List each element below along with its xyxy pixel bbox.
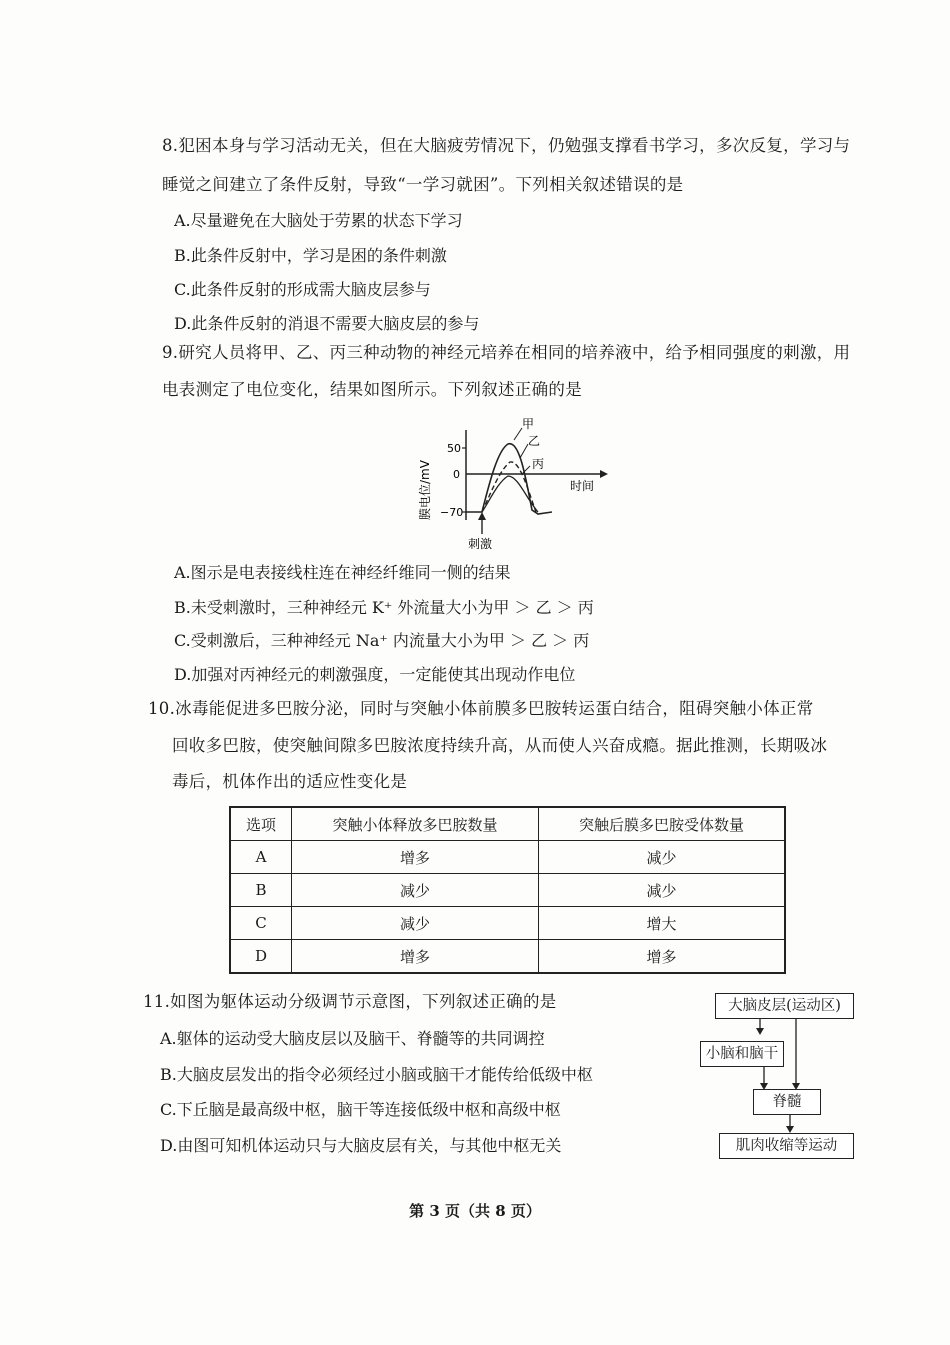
y-tick-0: 0: [453, 468, 460, 481]
table-cell: 减少: [292, 874, 539, 907]
table-cell: C: [230, 907, 292, 940]
q9-stem-line1: 9.研究人员将甲、乙、丙三种动物的神经元培养在相同的培养液中，给予相同强度的刺激，用: [162, 343, 851, 362]
curve-jia: [466, 444, 552, 514]
q11-option-a: A.躯体的运动受大脑皮层以及脑干、脊髓等的共同调控: [160, 1029, 545, 1048]
y-tick-50: 50: [447, 442, 461, 455]
q10-table: [229, 806, 786, 974]
q8-stem-line2: 睡觉之间建立了条件反射，导致“一学习就困”。下列相关叙述错误的是: [162, 175, 684, 194]
series-jia-label: 甲: [522, 417, 535, 431]
flow-box-spinal-cord: 脊髓: [753, 1089, 821, 1115]
table-header-option: 选项: [230, 807, 292, 841]
table-cell: D: [230, 940, 292, 974]
table-cell: B: [230, 874, 292, 907]
table-cell: 增多: [539, 940, 786, 974]
table-header-release: 突触小体释放多巴胺数量: [292, 807, 539, 841]
q9-option-c: C.受刺激后，三种神经元 Na⁺ 内流量大小为甲 ＞ 乙 ＞ 丙: [174, 631, 590, 650]
y-axis-label: 膜电位/mV: [418, 460, 432, 520]
table-cell: A: [230, 841, 292, 874]
table-cell: 增多: [292, 940, 539, 974]
x-axis-label: 时间: [570, 479, 595, 493]
table-cell: 增大: [539, 907, 786, 940]
flow-box-cerebral-cortex: 大脑皮层(运动区): [715, 993, 854, 1019]
flow-box-cerebellum-brainstem: 小脑和脑干: [700, 1041, 784, 1067]
series-bing-label: 丙: [532, 457, 545, 471]
q9-option-d: D.加强对丙神经元的刺激强度，一定能使其出现动作电位: [174, 665, 576, 684]
membrane-potential-figure: [410, 410, 620, 555]
flow-box-muscle-contraction: 肌肉收缩等运动: [719, 1133, 854, 1159]
table-row: [230, 874, 785, 907]
q11-stem: 11.如图为躯体运动分级调节示意图，下列叙述正确的是: [143, 992, 557, 1011]
table-cell: 减少: [539, 841, 786, 874]
q11-option-d: D.由图可知机体运动只与大脑皮层有关，与其他中枢无关: [160, 1136, 562, 1155]
q8-option-b: B.此条件反射中，学习是困的条件刺激: [174, 246, 447, 265]
q11-option-b: B.大脑皮层发出的指令必须经过小脑或脑干才能传给低级中枢: [160, 1065, 593, 1084]
q9-option-a: A.图示是电表接线柱连在神经纤维同一侧的结果: [174, 563, 511, 582]
series-yi-label: 乙: [528, 434, 541, 448]
curve-yi: [482, 462, 536, 512]
q9-option-b: B.未受刺激时，三种神经元 K⁺ 外流量大小为甲 ＞ 乙 ＞ 丙: [174, 598, 594, 617]
table-header-row: [230, 807, 785, 841]
table-cell: 减少: [539, 874, 786, 907]
q8-option-d: D.此条件反射的消退不需要大脑皮层的参与: [174, 314, 480, 333]
table-row: [230, 907, 785, 940]
q10-stem-line2: 回收多巴胺，使突触间隙多巴胺浓度持续升高，从而使人兴奋成瘾。据此推测，长期吸冰: [172, 736, 828, 755]
q8-stem-line1: 8.犯困本身与学习活动无关，但在大脑疲劳情况下，仍勉强支撑看书学习，多次反复，学习与: [162, 136, 851, 155]
q10-stem-line3: 毒后，机体作出的适应性变化是: [172, 772, 408, 791]
q8-option-c: C.此条件反射的形成需大脑皮层参与: [174, 280, 431, 299]
q8-option-a: A.尽量避免在大脑处于劳累的状态下学习: [174, 211, 463, 230]
q10-stem-line1: 10.冰毒能促进多巴胺分泌，同时与突触小体前膜多巴胺转运蛋白结合，阻碍突触小体正常: [148, 699, 814, 718]
y-tick-neg70: −70: [440, 506, 464, 519]
page-number: 第 3 页（共 8 页）: [409, 1202, 541, 1220]
table-cell: 减少: [292, 907, 539, 940]
table-row: [230, 841, 785, 874]
stimulus-label: 刺激: [468, 537, 493, 551]
table-cell: 增多: [292, 841, 539, 874]
q11-option-c: C.下丘脑是最高级中枢，脑干等连接低级中枢和高级中枢: [160, 1100, 561, 1119]
table-header-receptor: 突触后膜多巴胺受体数量: [539, 807, 786, 841]
table-row: [230, 940, 785, 974]
q9-stem-line2: 电表测定了电位变化，结果如图所示。下列叙述正确的是: [162, 380, 582, 399]
